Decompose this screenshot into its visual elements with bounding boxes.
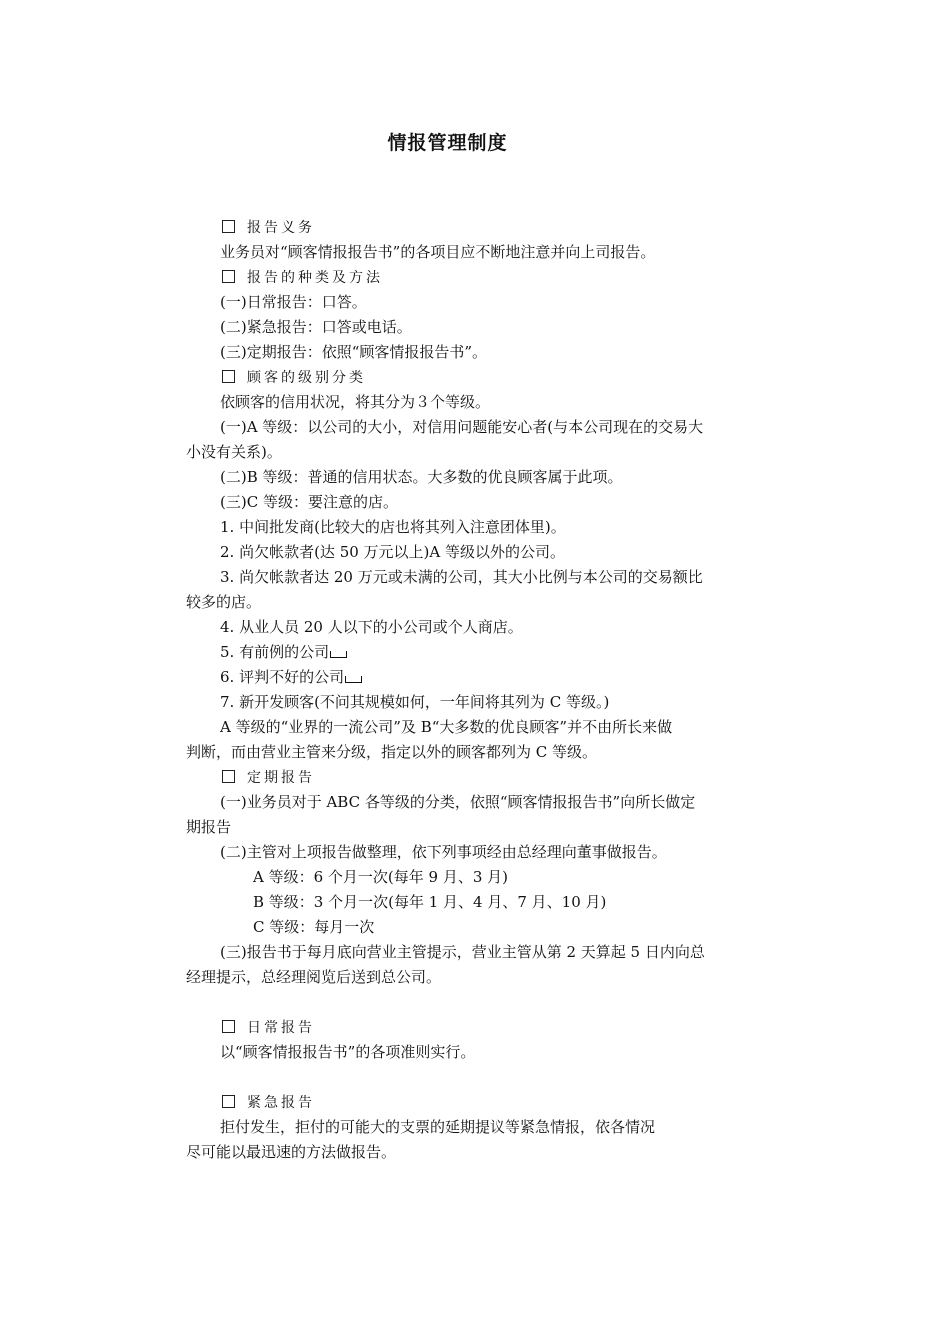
checkbox-icon — [222, 220, 235, 233]
list-item: 较多的店。 — [186, 593, 262, 611]
page-title: 情报管理制度 — [387, 132, 508, 154]
section-heading: 报告义务 — [220, 215, 784, 241]
paragraph: (一)A 等级：以公司的大小，对信用问题能安心者(与本公司现在的交易大 — [220, 418, 704, 436]
paragraph: 经理提示，总经理阅览后送到总公司。 — [186, 968, 442, 986]
paragraph: 判断，而由营业主管来分级，指定以外的顾客都列为 C 等级。 — [186, 743, 598, 761]
paragraph: 以“顾客情报报告书”的各项准则实行。 — [220, 1043, 476, 1061]
paragraph: (一)日常报告：口答。 — [220, 293, 367, 311]
schedule-item: C 等级：每月一次 — [253, 918, 375, 936]
schedule-item: B 等级：3 个月一次(每年 1 月、4 月、7 月、10 月) — [253, 893, 607, 911]
list-item: 1. 中间批发商(比较大的店也将其列入注意团体里)。 — [220, 518, 566, 536]
list-item: 3. 尚欠帐款者达 20 万元或未满的公司，其大小比例与本公司的交易额比 — [220, 568, 703, 586]
list-item: 6. 评判不好的公司 — [220, 665, 784, 690]
section-heading: 顾客的级别分类 — [220, 365, 784, 391]
checkbox-icon — [222, 270, 235, 283]
bracket-mark-icon — [330, 651, 347, 658]
paragraph: (二)紧急报告：口答或电话。 — [220, 318, 412, 336]
bracket-mark-icon — [345, 676, 362, 683]
paragraph: 业务员对“顾客情报报告书”的各项目应不断地注意并向上司报告。 — [220, 243, 656, 261]
checkbox-icon — [222, 370, 235, 383]
checkbox-icon — [222, 770, 235, 783]
paragraph: (二)主管对上项报告做整理，依下列事项经由总经理向董事做报告。 — [220, 843, 667, 861]
paragraph: 尽可能以最迅速的方法做报告。 — [186, 1143, 397, 1161]
paragraph: (二)B 等级：普通的信用状态。大多数的优良顾客属于此项。 — [220, 468, 623, 486]
paragraph: 期报告 — [186, 818, 232, 836]
paragraph: (三)C 等级：要注意的店。 — [220, 493, 398, 511]
paragraph: 依顾客的信用状况，将其分为３个等级。 — [220, 393, 491, 411]
paragraph: (三)报告书于每月底向营业主管提示，营业主管从第 2 天算起 5 日内向总 — [220, 943, 705, 961]
paragraph: 小没有关系)。 — [186, 443, 282, 461]
paragraph: (一)业务员对于 ABC 各等级的分类，依照“顾客情报报告书”向所长做定 — [220, 793, 696, 811]
list-item: 5. 有前例的公司 — [220, 640, 784, 665]
schedule-item: A 等级：6 个月一次(每年 9 月、3 月) — [253, 868, 509, 886]
paragraph: A 等级的“业界的一流公司”及 B“大多数的优良顾客”并不由所长来做 — [220, 718, 673, 736]
checkbox-icon — [222, 1020, 235, 1033]
section-heading: 日常报告 — [220, 1015, 784, 1041]
section-heading: 定期报告 — [220, 765, 784, 791]
section-heading: 报告的种类及方法 — [220, 265, 784, 291]
list-item: 7. 新开发顾客(不问其规模如何，一年间将其列为 C 等级。) — [220, 693, 610, 711]
checkbox-icon — [222, 1095, 235, 1108]
paragraph: (三)定期报告：依照“顾客情报报告书”。 — [220, 343, 488, 361]
section-heading: 紧急报告 — [220, 1090, 784, 1116]
list-item: 4. 从业人员 20 人以下的小公司或个人商店。 — [220, 618, 523, 636]
paragraph: 拒付发生，拒付的可能大的支票的延期提议等紧急情报，依各情况 — [220, 1118, 656, 1136]
list-item: 2. 尚欠帐款者(达 50 万元以上)A 等级以外的公司。 — [220, 543, 566, 561]
